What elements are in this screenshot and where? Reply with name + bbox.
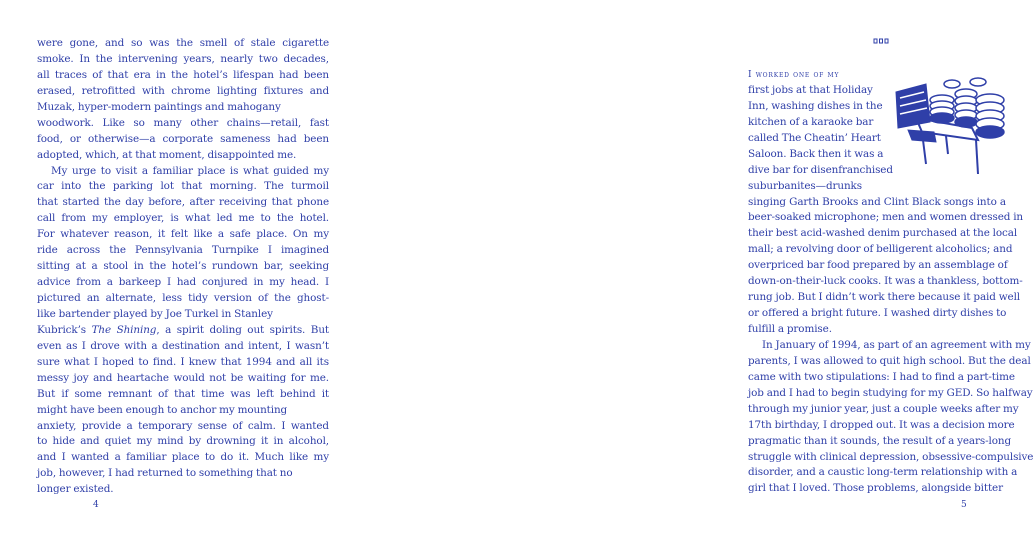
text-line: struggle with clinical depression, obsessive-compulsive: [748, 450, 1033, 463]
text-line: ride across the Pennsylvania Turnpike I imagined: [37, 244, 329, 257]
book-title-italic: The Shining: [91, 323, 157, 336]
text-line: Saloon. Back then it was a: [748, 147, 884, 160]
text-line: and I wanted a familiar place to do it. Much like my: [37, 451, 329, 464]
page-number: 4: [93, 500, 99, 510]
text-line: came with two stipulations: I had to find a part-time: [748, 370, 1015, 383]
text-line: job and I had to begin studying for my GED. So halfway: [748, 386, 1033, 399]
text-line: mall; a revolving door of belligerent alcoholics; and: [748, 243, 1013, 256]
text-line: food, or otherwise—a corporate sameness had been: [37, 132, 329, 145]
text-line: dive bar for disenfranchised: [748, 163, 893, 176]
text-line: girl that I loved. Those problems, alongside bitter: [748, 482, 1003, 495]
text-line: first jobs at that Holiday: [748, 83, 873, 96]
text-line: even as I drove with a destination and intent, I wasn’t: [37, 339, 329, 352]
text-line: My urge to visit a familiar place is what guided my: [51, 164, 329, 177]
text-line: singing Garth Brooks and Clint Black songs into a: [748, 195, 1006, 208]
text-line: overpriced bar food prepared by an assemblage of: [748, 259, 1008, 272]
text-line: might have been enough to anchor my mounting: [37, 403, 288, 416]
text-line: beer-soaked microphone; men and women dressed in: [748, 211, 1024, 224]
text-line: anxiety, provide a temporary sense of calm. I wanted: [37, 419, 329, 432]
text-line: smoke. In the intervening years, nearly two decades,: [37, 52, 329, 65]
text-line: [748, 67, 903, 83]
text-line: rung job. But I didn’t work there because it paid well: [748, 291, 1021, 304]
section-ornament: [873, 37, 889, 45]
text-line: messy joy and heartache would not be waiting for me.: [37, 371, 329, 384]
text-line: woodwork. Like so many other chains—retail, fast: [37, 116, 329, 129]
text-line: advice from a barkeep I had conjured in my head. I: [37, 276, 329, 289]
text-line: pictured an alternate, less tidy version of the ghost-: [37, 292, 329, 304]
text-line: In January of 1994, as part of an agreement with my: [762, 338, 1031, 351]
text-line: suburbanites—drunks: [748, 179, 862, 192]
text-line: disorder, and a caustic long-term relationship with a: [748, 466, 1018, 479]
text-line: pragmatic than it sounds, the result of a years-long: [748, 434, 1012, 447]
text-line: like bartender played by Joe Turkel in Stanley: [37, 307, 273, 320]
text-line: their best acid-washed denim purchased at the local: [748, 227, 1018, 240]
left-page: [0, 0, 350, 541]
text-line: job, however, I had returned to something that no: [37, 467, 293, 480]
text-line: called The Cheatin’ Heart: [748, 131, 881, 144]
text-line: call from my employer, is what led me to the hotel.: [37, 212, 329, 225]
text-line: longer existed.: [37, 483, 114, 496]
text-line: parents, I was allowed to quit high school. But the deal: [748, 354, 1031, 367]
text-line: or offered a bright future. I washed dirty dishes to: [748, 307, 1007, 320]
text-line: through my junior year, just a couple weeks after my: [748, 402, 1019, 415]
lead-in-smallcaps: I worked one of my: [748, 70, 840, 80]
text-fragment: , a spirit doling out spirits. But: [156, 323, 330, 336]
left-page-text: [37, 36, 329, 498]
text-line: were gone, and so was the smell of stale cigarette: [37, 37, 329, 49]
page-number: 5: [961, 500, 967, 510]
text-line: Muzak, hyper-modern paintings and mahogany: [37, 100, 281, 113]
text-line: [37, 323, 329, 339]
text-line: But if some remnant of that time was left behind it: [37, 387, 329, 400]
text-fragment: Kubrick’s: [37, 323, 92, 336]
text-line: fulfill a promise.: [748, 323, 832, 335]
text-line: For whatever reason, it felt like a safe place. On my: [37, 228, 329, 241]
ornament-icon: [873, 37, 889, 45]
text-line: all traces of that era in the hotel’s lifespan had been: [37, 68, 329, 81]
text-line: that started the day before, after receiving that phone: [37, 196, 329, 209]
text-line: adopted, which, at that moment, disappointed me.: [37, 148, 297, 161]
text-line: to hide and quiet my mind by drowning it in alcohol,: [37, 435, 329, 448]
text-line: sitting at a stool in the hotel’s rundown bar, seeking: [37, 260, 329, 273]
text-line: sure what I hoped to find. I knew that 1994 and all its: [37, 355, 329, 368]
right-page-text: [748, 67, 1033, 497]
text-line: kitchen of a karaoke bar: [748, 115, 874, 128]
text-line: Inn, washing dishes in the: [748, 99, 883, 112]
text-line: 17th birthday, I dropped out. It was a decision more: [748, 418, 1015, 431]
text-line: car into the parking lot that morning. The turmoil: [37, 180, 329, 193]
text-line: erased, retrofitted with chrome lighting fixtures and: [37, 84, 329, 97]
right-page: [350, 0, 1033, 541]
text-line: down-on-their-luck cooks. It was a thankless, bottom-: [748, 275, 1023, 288]
